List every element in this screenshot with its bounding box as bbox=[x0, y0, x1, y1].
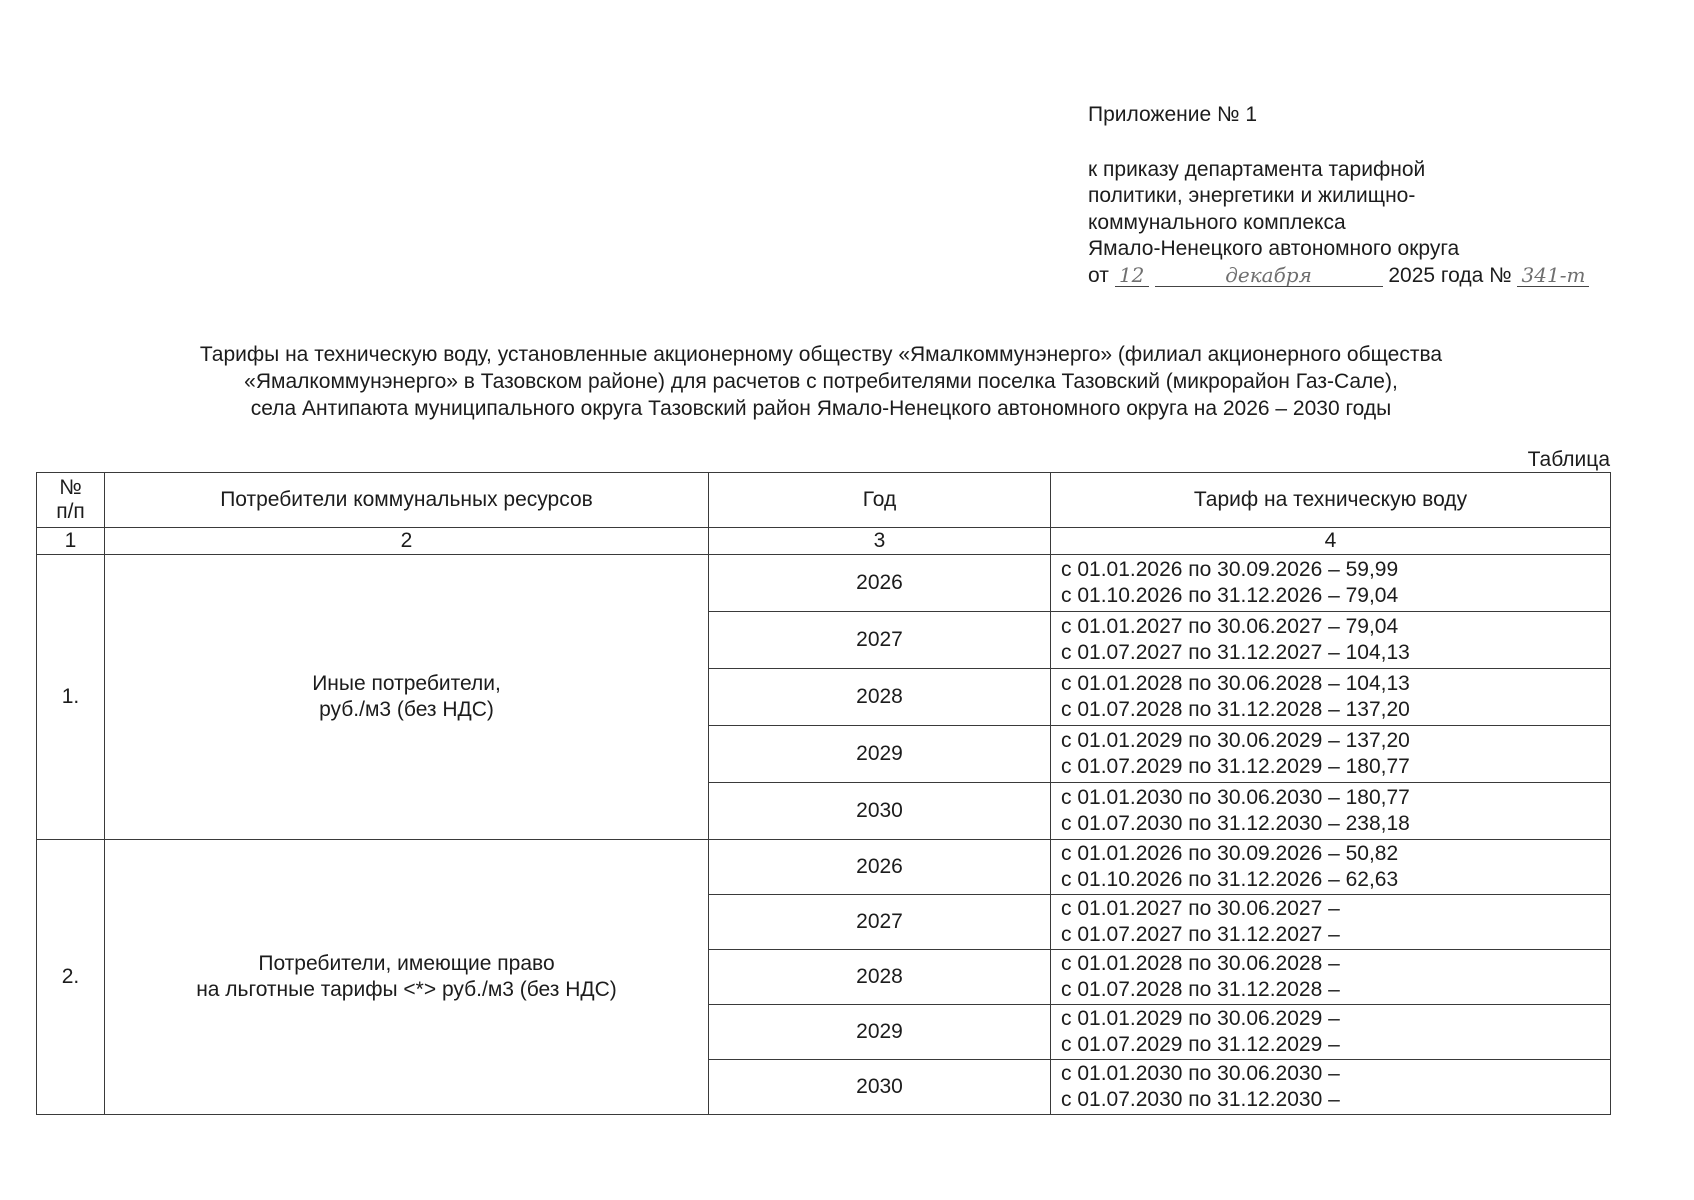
date-prefix: от bbox=[1088, 263, 1109, 287]
consumer-category: Потребители, имеющие право на льготные тарифы <*> руб./м3 (без НДС) bbox=[105, 840, 709, 1115]
title-line-2: «Ямалкоммунэнерго» в Тазовском районе) для расчетов с потребителями поселка Тазовский (микрорайон Газ-Сале), bbox=[244, 370, 1398, 393]
tariff-cell bbox=[1051, 555, 1611, 612]
tariff-period: с 01.01.2027 по 30.06.2027 – 79,04 bbox=[1061, 615, 1399, 638]
tariff-cell bbox=[1051, 726, 1611, 783]
year-cell: 2026 bbox=[709, 555, 1051, 612]
handwritten-order-number: 341-т bbox=[1517, 264, 1589, 287]
year-cell: 2027 bbox=[709, 895, 1051, 950]
title-line-3: села Антипаюта муниципального округа Тазовский район Ямало-Ненецкого автономного округа на 2026 – 2030 годы bbox=[250, 397, 1392, 420]
column-number: 4 bbox=[1051, 528, 1611, 555]
column-number-row bbox=[37, 528, 1611, 555]
appendix-title: Приложение № 1 bbox=[1088, 103, 1258, 126]
tariff-period: с 01.01.2028 по 30.06.2028 – bbox=[1061, 952, 1340, 975]
year-cell: 2029 bbox=[709, 726, 1051, 783]
year-cell: 2027 bbox=[709, 612, 1051, 669]
year-cell: 2026 bbox=[709, 840, 1051, 895]
tariff-period: с 01.07.2027 по 31.12.2027 – bbox=[1061, 923, 1340, 946]
table-header-row bbox=[37, 473, 1611, 528]
year-cell: 2029 bbox=[709, 1005, 1051, 1060]
tariff-period: с 01.01.2026 по 30.09.2026 – 50,82 bbox=[1061, 842, 1399, 865]
tariff-cell bbox=[1051, 895, 1611, 950]
appendix-block bbox=[1088, 102, 1628, 289]
appendix-line-4: Ямало-Ненецкого автономного округа bbox=[1088, 237, 1460, 260]
tariff-period: с 01.01.2028 по 30.06.2028 – 104,13 bbox=[1061, 672, 1410, 695]
row-number: 1. bbox=[37, 555, 105, 840]
consumer-category: Иные потребители, руб./м3 (без НДС) bbox=[105, 555, 709, 840]
tariff-cell bbox=[1051, 950, 1611, 1005]
tariff-period: с 01.07.2029 по 31.12.2029 – bbox=[1061, 1033, 1340, 1056]
tariff-period: с 01.07.2028 по 31.12.2028 – 137,20 bbox=[1061, 698, 1410, 721]
tariff-period: с 01.07.2030 по 31.12.2030 – 238,18 bbox=[1061, 812, 1410, 835]
header-num: № п/п bbox=[37, 473, 105, 528]
tariff-period: с 01.07.2028 по 31.12.2028 – bbox=[1061, 978, 1340, 1001]
order-date-line bbox=[1088, 263, 1628, 290]
table-row bbox=[37, 840, 1611, 895]
tariff-period: с 01.10.2026 по 31.12.2026 – 79,04 bbox=[1061, 584, 1399, 607]
handwritten-month: декабря bbox=[1155, 264, 1383, 287]
tariff-period: с 01.01.2029 по 30.06.2029 – bbox=[1061, 1007, 1340, 1030]
handwritten-day: 12 bbox=[1115, 264, 1149, 287]
header-consumers: Потребители коммунальных ресурсов bbox=[105, 473, 709, 528]
tariff-period: с 01.01.2030 по 30.06.2030 – bbox=[1061, 1062, 1340, 1085]
tariff-table bbox=[36, 472, 1611, 1115]
tariff-cell bbox=[1051, 1005, 1611, 1060]
tariff-cell bbox=[1051, 612, 1611, 669]
year-cell: 2028 bbox=[709, 950, 1051, 1005]
appendix-line-2: политики, энергетики и жилищно- bbox=[1088, 184, 1416, 207]
tariff-period: с 01.07.2030 по 31.12.2030 – bbox=[1061, 1088, 1340, 1111]
year-cell: 2028 bbox=[709, 669, 1051, 726]
year-cell: 2030 bbox=[709, 783, 1051, 840]
year-cell: 2030 bbox=[709, 1060, 1051, 1115]
date-year-text: 2025 года № bbox=[1388, 263, 1512, 287]
tariff-cell bbox=[1051, 840, 1611, 895]
tariff-period: с 01.01.2030 по 30.06.2030 – 180,77 bbox=[1061, 786, 1410, 809]
row-number: 2. bbox=[37, 840, 105, 1115]
appendix-line-3: коммунального комплекса bbox=[1088, 210, 1346, 234]
tariff-period: с 01.01.2027 по 30.06.2027 – bbox=[1061, 897, 1340, 920]
table-row bbox=[37, 555, 1611, 612]
header-year: Год bbox=[709, 473, 1051, 528]
tariff-period: с 01.07.2027 по 31.12.2027 – 104,13 bbox=[1061, 641, 1410, 664]
column-number: 1 bbox=[37, 528, 105, 555]
tariff-cell bbox=[1051, 669, 1611, 726]
tariff-period: с 01.07.2029 по 31.12.2029 – 180,77 bbox=[1061, 755, 1410, 778]
header-tariff: Тариф на техническую воду bbox=[1051, 473, 1611, 528]
document-title bbox=[36, 341, 1606, 422]
column-number: 2 bbox=[105, 528, 709, 555]
tariff-period: с 01.10.2026 по 31.12.2026 – 62,63 bbox=[1061, 868, 1399, 891]
title-line-1: Тарифы на техническую воду, установленные акционерному обществу «Ямалкоммунэнерго» (филиал акционерного общества bbox=[199, 343, 1443, 366]
tariff-cell bbox=[1051, 1060, 1611, 1115]
tariff-cell bbox=[1051, 783, 1611, 840]
tariff-period: с 01.01.2026 по 30.09.2026 – 59,99 bbox=[1061, 558, 1399, 581]
table-label: Таблица bbox=[1527, 448, 1610, 471]
column-number: 3 bbox=[709, 528, 1051, 555]
tariff-period: с 01.01.2029 по 30.06.2029 – 137,20 bbox=[1061, 729, 1410, 752]
appendix-line-1: к приказу департамента тарифной bbox=[1088, 157, 1426, 181]
